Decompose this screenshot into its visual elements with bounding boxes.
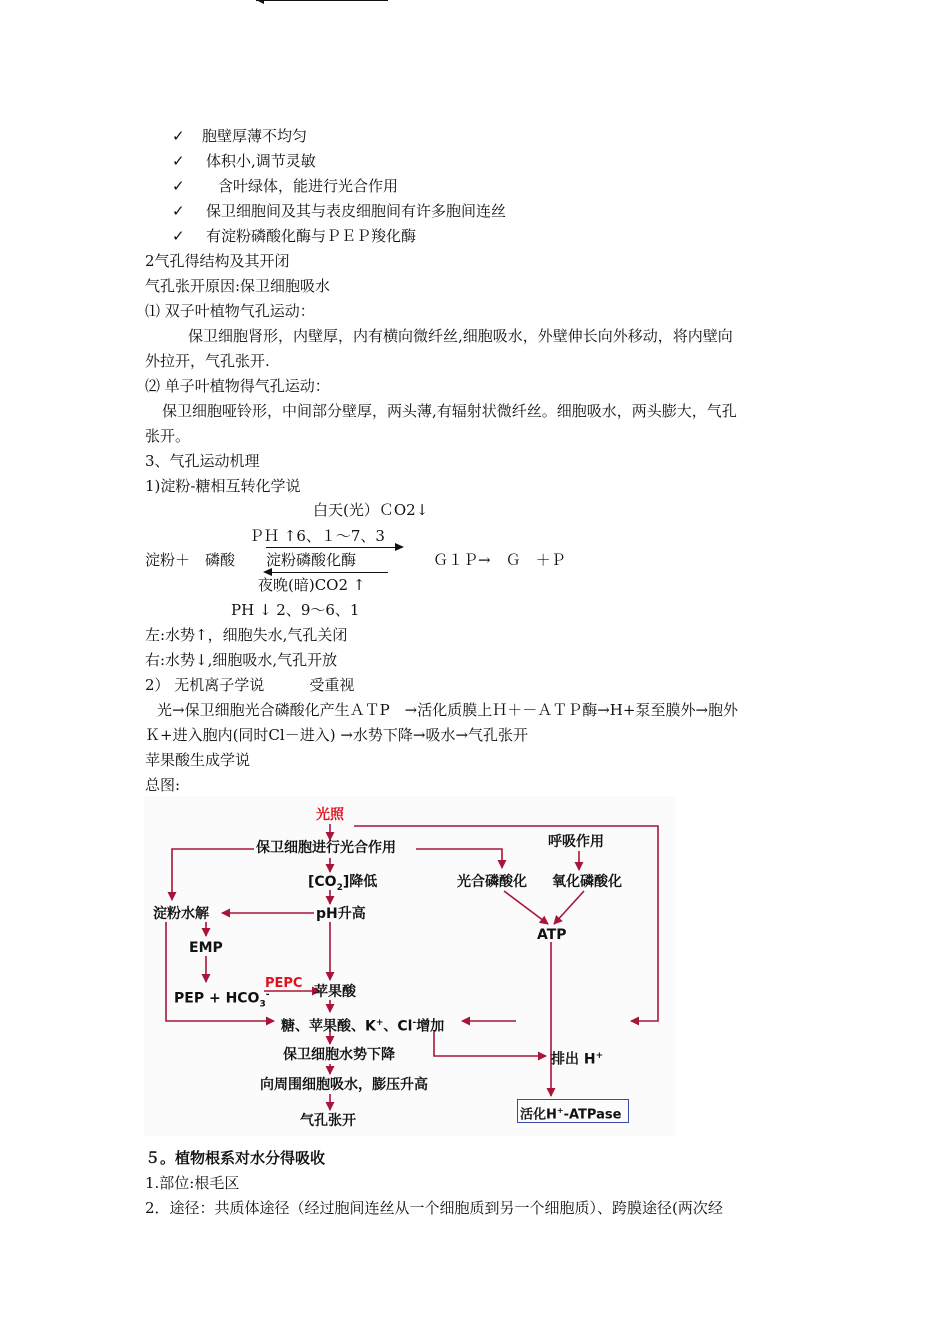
arrow-oxphos-to-atp [554,891,584,924]
arrow-sugar-to-expel [434,1030,546,1056]
diagram-activate: 活化H+-ATPase [520,1106,622,1123]
checklist-item: 有淀粉磷酸化酶与ＰＥＰ羧化酶 [206,227,417,245]
checklist-item: 含叶绿体，能进行光合作用 [218,177,399,195]
diagram-pepc: PEPC [265,976,303,991]
reaction-ph-up: ＰＨ ↑6、１～7、3 [249,527,385,545]
subheading: ⑵ 单子叶植物得气孔运动： [145,377,330,395]
diagram-malate: 苹果酸 [314,984,356,1000]
paragraph: 1.部位:根毛区 [145,1174,240,1192]
subheading: 1)淀粉-糖相互转化学说 [145,477,301,495]
subheading: ⑴ 双子叶植物气孔运动： [145,302,315,320]
paragraph: 外拉开，气孔张开. [145,352,270,370]
check-icon: ✓ [172,127,185,145]
diagram-oxphos: 氧化磷酸化 [552,874,622,890]
stomata-mechanism-diagram [144,796,676,1136]
forward-arrow-line [266,547,396,548]
arrow-photosynthesis-to-photophos [416,849,502,868]
section-heading: 2气孔得结构及其开闭 [145,252,290,270]
reaction-ph-down: PH ↓ 2、9～6、1 [231,601,360,619]
arrow-light-to-activate [354,826,658,1021]
section-heading: ５。植物根系对水分得吸收 [145,1149,326,1167]
checklist-item: 体积小,调节灵敏 [206,152,316,170]
top-arrow-head [256,0,264,4]
checklist-item: 胞壁厚薄不均匀 [202,127,308,145]
section-heading: 3、气孔运动机理 [145,452,260,470]
paragraph: 2．途径：共质体途径（经过胞间连丝从一个细胞质到另一个细胞质）、跨膜途径(两次经 [145,1199,723,1217]
diagram-emp: EMP [189,940,223,956]
reverse-arrow-line [272,572,388,573]
reaction-day-condition: 白天(光）ＣO2↓ [313,501,429,519]
reaction-enzyme: 淀粉磷酸化酶 [266,551,357,569]
arrow-photosynthesis-to-starch [172,849,254,900]
diagram-ph-rise: pH升高 [316,906,366,922]
diagram-photosynthesis: 保卫细胞进行光合作用 [256,840,396,856]
subheading: 2） 无机离子学说 受重视 [145,676,355,694]
diagram-respiration: 呼吸作用 [548,834,604,850]
check-icon: ✓ [172,152,185,170]
check-icon: ✓ [172,177,185,195]
reaction-left: 淀粉＋ 磷酸 [145,551,236,569]
check-icon: ✓ [172,202,185,220]
paragraph: 张开。 [145,427,191,445]
diagram-stoma-open: 气孔张开 [300,1113,356,1129]
diagram-light: 光照 [316,807,344,823]
check-icon: ✓ [172,227,185,245]
reaction-right: Ｇ１Ｐ→ Ｇ ＋Ｐ [433,551,566,569]
diagram-co2: $[CO_2]$降低 [308,874,378,893]
paragraph: 气孔张开原因:保卫细胞吸水 [145,277,331,295]
diagram-photophos: 光合磷酸化 [457,874,527,890]
subheading: 苹果酸生成学说 [145,751,251,769]
diagram-pep: PEP + $HCO_3^-$ [174,990,270,1010]
diagram-atp: ATP [537,927,567,943]
diagram-starch-hydrolysis: 淀粉水解 [153,906,209,922]
diagram-expel: 排出 H+ [551,1051,604,1068]
checklist-item: 保卫细胞间及其与表皮细胞间有许多胞间连丝 [206,202,507,220]
arrow-photophos-to-atp [504,891,548,924]
top-arrow-line [256,0,388,1]
paragraph: 光→保卫细胞光合磷酸化产生ＡＴP →活化质膜上Ｈ＋－ＡＴＰ酶→H+泵至膜外→胞外 [157,701,739,719]
diagram-water-drop: 保卫细胞水势下降 [283,1047,395,1063]
paragraph: 左:水势↑，细胞失水,气孔关闭 [145,626,348,644]
paragraph: 总图: [145,776,181,794]
diagram-absorb: 向周围细胞吸水，膨压升高 [260,1077,428,1093]
forward-arrow-head [395,543,404,551]
paragraph: 保卫细胞肾形，内壁厚，内有横向微纤丝,细胞吸水，外壁伸长向外移动，将内壁向 [188,327,733,345]
paragraph: 右:水势↓,细胞吸水,气孔开放 [145,651,338,669]
paragraph: Ｋ+进入胞内(同时Cl－进入) →水势下降→吸水→气孔张开 [145,726,529,744]
paragraph: 保卫细胞哑铃形，中间部分壁厚，两头薄,有辐射状微纤丝。细胞吸水，两头膨大，气孔 [162,402,737,420]
diagram-sugar-increase: 糖、苹果酸、K+、Cl-增加 [281,1018,445,1035]
reaction-night-condition: 夜晚(暗)CO2 ↑ [258,576,366,594]
